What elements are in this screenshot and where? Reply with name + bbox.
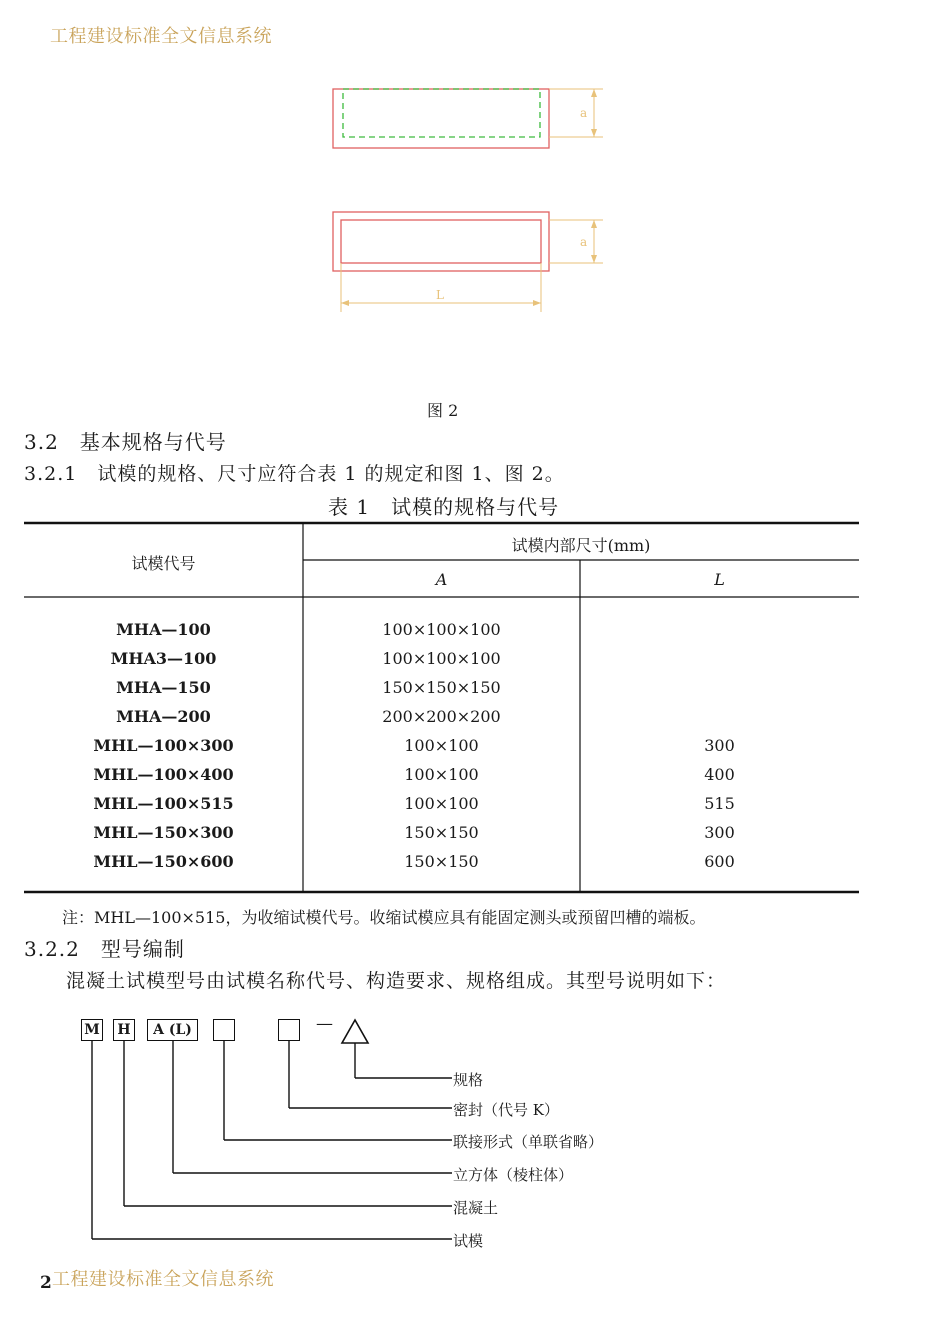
- table-row-a: 150×150×150: [382, 678, 501, 697]
- dim-a-top-label: a: [580, 106, 588, 120]
- spec-triangle: [342, 1020, 368, 1043]
- table-row-code: MHL—100×300: [93, 736, 234, 755]
- table-title: 表 1 试模的规格与代号: [328, 495, 560, 519]
- table-row-a: 200×200×200: [382, 707, 501, 726]
- watermark-bottom: 工程建设标准全文信息系统: [52, 1269, 274, 1290]
- model-box-seal: [278, 1019, 300, 1041]
- table-row-a: 100×100×100: [382, 649, 501, 668]
- watermark-top: 工程建设标准全文信息系统: [50, 26, 272, 47]
- header-l: L: [714, 570, 725, 589]
- page-number: 2: [40, 1273, 52, 1293]
- table-row-a: 100×100: [404, 736, 479, 755]
- header-code: 试模代号: [131, 554, 196, 573]
- model-box-h: H: [113, 1019, 135, 1041]
- legend-connection: 联接形式（单联省略）: [453, 1133, 604, 1151]
- subsection-3-2-1: 3.2.1 试模的规格、尺寸应符合表 1 的规定和图 1、图 2。: [24, 463, 565, 485]
- legend-shape: 立方体（棱柱体）: [453, 1166, 574, 1184]
- header-group: 试模内部尺寸(mm): [511, 536, 651, 555]
- model-description: 混凝土试模型号由试模名称代号、构造要求、规格组成。其型号说明如下：: [66, 970, 727, 992]
- legend-spec: 规格: [453, 1071, 484, 1089]
- table-row-code: MHA—150: [116, 678, 211, 697]
- legend-concrete: 混凝土: [453, 1199, 499, 1217]
- table-row-code: MHA3—100: [110, 649, 217, 668]
- legend-seal: 密封（代号 K）: [453, 1101, 559, 1119]
- dim-l-label: L: [436, 288, 444, 302]
- table-row-l: 600: [704, 852, 735, 871]
- table-row-l: 515: [704, 794, 735, 813]
- legend-mold: 试模: [453, 1232, 484, 1250]
- figure-caption: 图 2: [427, 401, 459, 420]
- model-box-connection: [213, 1019, 235, 1041]
- table-row-a: 150×150: [404, 852, 479, 871]
- table-row-a: 100×100: [404, 765, 479, 784]
- model-box-m: M: [81, 1019, 103, 1041]
- table-note: 注：MHL—100×515，为收缩试模代号。收缩试模应具有能固定测头或预留凹槽的端板。: [62, 908, 706, 927]
- model-box-al: A (L): [147, 1019, 198, 1041]
- table-row-code: MHL—100×515: [93, 794, 234, 813]
- table-row-code: MHL—150×600: [93, 852, 234, 871]
- table-row-a: 150×150: [404, 823, 479, 842]
- model-dash: —: [316, 1014, 333, 1034]
- section-heading: 3.2 基本规格与代号: [24, 430, 227, 454]
- table-row-code: MHA—200: [116, 707, 211, 726]
- table-row-l: 300: [704, 823, 735, 842]
- table-row-code: MHL—100×400: [93, 765, 234, 784]
- header-a: A: [435, 570, 448, 589]
- table-row-l: 300: [704, 736, 735, 755]
- dim-a-bottom-label: a: [580, 235, 588, 249]
- table-row-l: 400: [704, 765, 735, 784]
- table-row-a: 100×100×100: [382, 620, 501, 639]
- table-row-a: 100×100: [404, 794, 479, 813]
- table-row-code: MHL—150×300: [93, 823, 234, 842]
- table-row-code: MHA—100: [116, 620, 211, 639]
- subsection-3-2-2: 3.2.2 型号编制: [24, 937, 185, 961]
